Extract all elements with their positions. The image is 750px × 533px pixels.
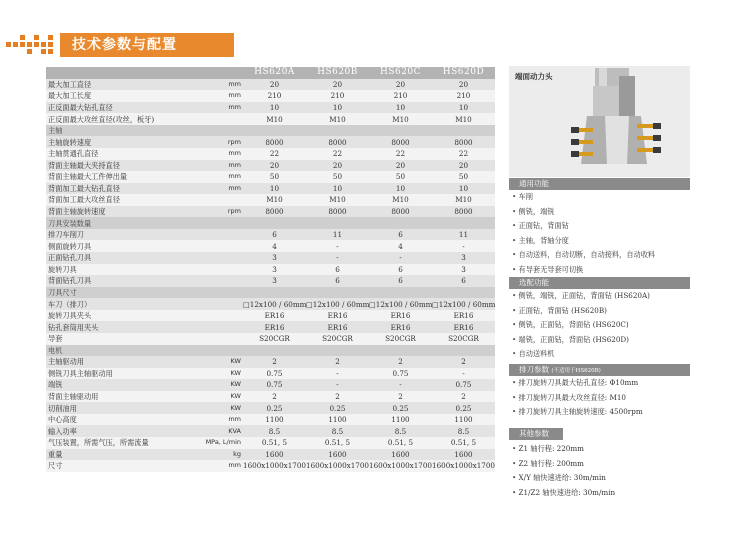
row-label: 端铣	[46, 379, 205, 391]
row-unit: mm	[205, 160, 243, 172]
row-label: 导套	[46, 333, 205, 345]
feature-item: • 排刀旋转刀具主轴旋转速度: 4500rpm	[509, 405, 690, 420]
cell-value: M10	[369, 194, 432, 206]
row-label: 尺寸	[46, 460, 205, 472]
table-section-row	[46, 125, 495, 137]
row-label: 背面主轴最大工件伸出量	[46, 171, 205, 183]
cell-value: S20CGR	[432, 333, 495, 345]
cell-value: ER16	[243, 321, 306, 333]
table-row	[46, 148, 495, 160]
cell-value: 8000	[243, 206, 306, 218]
row-label: 正反面最大钻孔直径	[46, 102, 205, 114]
table-row	[46, 183, 495, 195]
cell-value: 6	[369, 275, 432, 287]
cell-value: 4	[369, 240, 432, 252]
cell-value: 8000	[306, 206, 369, 218]
cell-value: 6	[369, 229, 432, 241]
cell-value: ER16	[306, 321, 369, 333]
feature-item: • 侧铣，正面钻，背面钻 (HS620C)	[509, 318, 690, 333]
row-unit	[205, 113, 243, 125]
row-unit: mm	[205, 90, 243, 102]
orange-dot	[48, 35, 53, 40]
cell-value: ER16	[369, 321, 432, 333]
orange-dot	[27, 42, 32, 47]
row-unit	[205, 310, 243, 322]
row-label: 最大加工长度	[46, 90, 205, 102]
table-row	[46, 449, 495, 461]
table-row	[46, 102, 495, 114]
row-unit	[205, 240, 243, 252]
optional-functions-list	[509, 289, 690, 362]
cell-value: -	[306, 252, 369, 264]
row-label: 背面钻孔刀具	[46, 275, 205, 287]
general-functions-panel	[509, 178, 690, 278]
cell-value: 20	[432, 160, 495, 172]
table-section-row	[46, 345, 495, 357]
table-row	[46, 160, 495, 172]
row-label: 侧面旋转刀具	[46, 240, 205, 252]
cell-value: 8000	[306, 136, 369, 148]
cell-value: 2	[243, 391, 306, 403]
table-row	[46, 368, 495, 380]
cell-value: 10	[243, 183, 306, 195]
cell-value: 20	[369, 160, 432, 172]
row-unit	[205, 264, 243, 276]
orange-dot	[6, 42, 11, 47]
table-row	[46, 437, 495, 449]
row-label: 钻孔套筒用夹头	[46, 321, 205, 333]
row-unit: KW	[205, 391, 243, 403]
cell-value: -	[306, 240, 369, 252]
row-label: 背面加工最大攻丝直径	[46, 194, 205, 206]
table-row	[46, 206, 495, 218]
power-head-image	[509, 66, 690, 177]
feature-item: • 正面钻，背面钻	[509, 219, 690, 234]
cell-value: 2	[432, 356, 495, 368]
feature-item: • 侧铣，端铣	[509, 205, 690, 220]
row-unit: rpm	[205, 136, 243, 148]
cell-value: -	[369, 379, 432, 391]
cell-value: 0.51, 5	[243, 437, 306, 449]
optional-functions-panel	[509, 277, 690, 362]
cell-value: ER16	[243, 310, 306, 322]
table-row	[46, 333, 495, 345]
cell-value: 22	[306, 148, 369, 160]
orange-dot	[48, 49, 53, 54]
row-label: 主轴驱动用	[46, 356, 205, 368]
table-row	[46, 240, 495, 252]
cell-value: 2	[369, 391, 432, 403]
row-unit: KW	[205, 356, 243, 368]
cell-value: 210	[306, 90, 369, 102]
cell-value: 10	[369, 102, 432, 114]
table-row	[46, 252, 495, 264]
cell-value: 0.51, 5	[432, 437, 495, 449]
table-row	[46, 321, 495, 333]
cell-value: 1600	[369, 449, 432, 461]
row-unit: mm	[205, 183, 243, 195]
feature-item: • 自动送料，自动切断，自动接料，自动收料	[509, 248, 690, 263]
row-unit: KW	[205, 402, 243, 414]
row-unit	[205, 298, 243, 310]
gang-params-panel	[509, 364, 690, 420]
cell-value: 50	[306, 171, 369, 183]
cell-value: 0.25	[432, 402, 495, 414]
row-unit	[205, 321, 243, 333]
table-row	[46, 379, 495, 391]
row-label: 背面主轴旋转速度	[46, 206, 205, 218]
row-label: 侧铣刀具主轴驱动用	[46, 368, 205, 380]
feature-item: • 车削	[509, 190, 690, 205]
cell-value: 8000	[243, 136, 306, 148]
cell-value: 20	[243, 160, 306, 172]
cell-value: 10	[306, 183, 369, 195]
spec-table	[46, 67, 495, 472]
row-unit: rpm	[205, 206, 243, 218]
cell-value: 50	[369, 171, 432, 183]
cell-value: 8000	[432, 136, 495, 148]
cell-value: 11	[432, 229, 495, 241]
orange-dot	[34, 35, 39, 40]
section-label: 主轴	[46, 125, 495, 137]
table-row	[46, 402, 495, 414]
general-functions-list	[509, 190, 690, 278]
feature-item: • 正面钻，背面钻 (HS620B)	[509, 304, 690, 319]
cell-value: M10	[432, 113, 495, 125]
cell-value: 4	[243, 240, 306, 252]
row-label: 排刀车削刀	[46, 229, 205, 241]
table-row	[46, 460, 495, 472]
cell-value: 0.25	[369, 402, 432, 414]
cell-value: M10	[243, 113, 306, 125]
table-row	[46, 414, 495, 426]
table-row	[46, 310, 495, 322]
orange-dot	[41, 42, 46, 47]
cell-value: 1600x1000x1700	[306, 461, 369, 471]
cell-value: 0.25	[243, 402, 306, 414]
cell-value: 0.75	[432, 379, 495, 391]
cell-value: -	[369, 252, 432, 264]
cell-value: M10	[243, 194, 306, 206]
cell-value: 6	[306, 275, 369, 287]
row-unit	[205, 333, 243, 345]
table-row	[46, 425, 495, 437]
model-column-header: HS620A	[243, 67, 306, 79]
row-unit: mm	[205, 414, 243, 426]
table-row	[46, 298, 495, 310]
table-row	[46, 391, 495, 403]
gang-params-list	[509, 376, 690, 420]
cell-value: 2	[306, 356, 369, 368]
cell-value: S20CGR	[306, 333, 369, 345]
gang-params-title: 排刀参数	[519, 365, 549, 374]
cell-value: M10	[432, 194, 495, 206]
cell-value: 50	[432, 171, 495, 183]
cell-value: 22	[432, 148, 495, 160]
page-title: 技术参数与配置	[60, 33, 234, 57]
cell-value: 20	[306, 79, 369, 91]
cell-value: 1100	[432, 414, 495, 426]
row-label: 输入功率	[46, 425, 205, 437]
cell-value: ER16	[369, 310, 432, 322]
cell-value: S20CGR	[369, 333, 432, 345]
row-unit: mm	[205, 102, 243, 114]
cell-value: 8000	[369, 136, 432, 148]
cell-value: 1600x1000x1700	[369, 461, 432, 471]
row-unit: mm	[205, 460, 243, 472]
orange-dot	[41, 49, 46, 54]
cell-value: M10	[306, 113, 369, 125]
feature-item: • 自动送料机	[509, 347, 690, 362]
feature-item: • Z2 轴行程: 200mm	[509, 457, 690, 472]
cell-value: 3	[432, 252, 495, 264]
feature-item: • 主轴，背轴分度	[509, 234, 690, 249]
cell-value: □12x100 / 60mm	[369, 299, 432, 309]
row-label: 车刀（排刀）	[46, 298, 205, 310]
row-label: 气压装置，所需气压，所需流量	[46, 437, 205, 449]
row-unit	[205, 252, 243, 264]
table-row	[46, 194, 495, 206]
feature-item: • 端铣，正面钻，背面钻 (HS620D)	[509, 333, 690, 348]
table-section-row	[46, 217, 495, 229]
cell-value: 2	[243, 356, 306, 368]
table-row	[46, 136, 495, 148]
row-label: 背面加工最大钻孔直径	[46, 183, 205, 195]
model-column-header: HS620D	[432, 67, 495, 79]
cell-value: 20	[306, 160, 369, 172]
gang-params-heading	[509, 364, 690, 376]
section-label: 刀具安装数量	[46, 217, 495, 229]
table-section-row	[46, 287, 495, 299]
row-label: 中心高度	[46, 414, 205, 426]
cell-value: 3	[432, 264, 495, 276]
photo-label: 端面动力头	[515, 72, 553, 81]
cell-value: 11	[306, 229, 369, 241]
cell-value: □12x100 / 60mm	[306, 299, 369, 309]
cell-value: □12x100 / 60mm	[243, 299, 306, 309]
cell-value: 8000	[432, 206, 495, 218]
table-header-blank	[46, 67, 243, 79]
product-photo	[509, 66, 690, 177]
cell-value: 2	[432, 391, 495, 403]
cell-value: 3	[243, 275, 306, 287]
table-row	[46, 275, 495, 287]
decorative-dots	[6, 35, 62, 55]
orange-dot	[27, 49, 32, 54]
orange-dot	[48, 42, 53, 47]
cell-value: -	[432, 240, 495, 252]
cell-value: 1600	[243, 449, 306, 461]
cell-value: 2	[369, 356, 432, 368]
cell-value: 210	[369, 90, 432, 102]
general-functions-title: 通用功能	[509, 178, 690, 190]
table-row	[46, 229, 495, 241]
cell-value: 1100	[306, 414, 369, 426]
model-column-header: HS620C	[369, 67, 432, 79]
table-row	[46, 79, 495, 91]
cell-value: 0.75	[243, 379, 306, 391]
cell-value: 20	[432, 79, 495, 91]
cell-value: 10	[432, 102, 495, 114]
cell-value: 0.75	[243, 368, 306, 380]
cell-value: 10	[306, 102, 369, 114]
cell-value: 3	[243, 264, 306, 276]
cell-value: 8.5	[243, 425, 306, 437]
cell-value: 6	[369, 264, 432, 276]
cell-value: ER16	[306, 310, 369, 322]
feature-item: • 排刀旋转刀具最大攻丝直径: M10	[509, 391, 690, 406]
cell-value: 0.51, 5	[306, 437, 369, 449]
feature-item: • 排刀旋转刀具最大钻孔直径: Φ10mm	[509, 376, 690, 391]
cell-value: 0.25	[306, 402, 369, 414]
feature-item: • Z1/Z2 轴快速进给: 30m/min	[509, 486, 690, 501]
row-unit	[205, 194, 243, 206]
cell-value: 1600x1000x1700	[432, 461, 495, 471]
cell-value: 6	[432, 275, 495, 287]
cell-value: 10	[369, 183, 432, 195]
cell-value: 210	[432, 90, 495, 102]
other-params-list	[509, 442, 690, 500]
cell-value: S20CGR	[243, 333, 306, 345]
row-label: 重量	[46, 449, 205, 461]
table-row	[46, 171, 495, 183]
row-unit: kg	[205, 449, 243, 461]
row-label: 旋转刀具夹头	[46, 310, 205, 322]
cell-value: 1600	[432, 449, 495, 461]
gang-params-note: (不适用于HS620B)	[551, 368, 601, 374]
cell-value: 10	[243, 102, 306, 114]
model-column-header: HS620B	[306, 67, 369, 79]
row-label: 最大加工直径	[46, 79, 205, 91]
row-label: 主轴贯通孔直径	[46, 148, 205, 160]
cell-value: -	[432, 368, 495, 380]
orange-dot	[20, 42, 25, 47]
cell-value: 22	[369, 148, 432, 160]
orange-dot	[20, 35, 25, 40]
cell-value: 10	[432, 183, 495, 195]
orange-dot	[13, 42, 18, 47]
cell-value: 6	[306, 264, 369, 276]
cell-value: 8.5	[432, 425, 495, 437]
feature-item: • X/Y 轴快速进给: 30m/min	[509, 471, 690, 486]
cell-value: 0.75	[369, 368, 432, 380]
feature-item: • 侧铣，端铣，正面钻，背面钻 (HS620A)	[509, 289, 690, 304]
row-unit: mm	[205, 171, 243, 183]
cell-value: 3	[243, 252, 306, 264]
row-unit: KW	[205, 368, 243, 380]
table-row	[46, 113, 495, 125]
row-unit	[205, 229, 243, 241]
optional-functions-title: 选配功能	[509, 277, 690, 289]
row-label: 主轴旋转速度	[46, 136, 205, 148]
other-params-title: 其他参数	[509, 428, 563, 440]
cell-value: M10	[369, 113, 432, 125]
cell-value: 1100	[243, 414, 306, 426]
feature-item: • Z1 轴行程: 220mm	[509, 442, 690, 457]
table-row	[46, 90, 495, 102]
row-unit: KW	[205, 379, 243, 391]
cell-value: -	[306, 379, 369, 391]
other-params-panel	[509, 421, 690, 500]
cell-value: 8.5	[369, 425, 432, 437]
cell-value: ER16	[432, 310, 495, 322]
cell-value: M10	[306, 194, 369, 206]
row-label: 正反面最大攻丝直径(攻丝，板牙)	[46, 113, 205, 125]
row-unit: mm	[205, 148, 243, 160]
row-unit: MPa, L/min	[205, 437, 243, 449]
row-label: 正面钻孔刀具	[46, 252, 205, 264]
cell-value: 1600	[306, 449, 369, 461]
cell-value: 1600x1000x1700	[243, 461, 306, 471]
cell-value: ER16	[432, 321, 495, 333]
cell-value: 210	[243, 90, 306, 102]
row-unit: KVA	[205, 425, 243, 437]
cell-value: □12x100 / 60mm	[432, 299, 495, 309]
row-label: 旋转刀具	[46, 264, 205, 276]
row-unit: mm	[205, 79, 243, 91]
cell-value: 8.5	[306, 425, 369, 437]
section-label: 电机	[46, 345, 495, 357]
table-row	[46, 356, 495, 368]
row-label: 切削油用	[46, 402, 205, 414]
table-header-row	[46, 67, 495, 79]
cell-value: 20	[243, 79, 306, 91]
table-row	[46, 264, 495, 276]
cell-value: 50	[243, 171, 306, 183]
row-label: 背面主轴最大夹持直径	[46, 160, 205, 172]
cell-value: 22	[243, 148, 306, 160]
section-label: 刀具尺寸	[46, 287, 495, 299]
cell-value: 2	[306, 391, 369, 403]
cell-value: 6	[243, 229, 306, 241]
cell-value: 8000	[369, 206, 432, 218]
orange-dot	[34, 42, 39, 47]
row-label: 背面主轴驱动用	[46, 391, 205, 403]
cell-value: -	[306, 368, 369, 380]
cell-value: 20	[369, 79, 432, 91]
cell-value: 0.51, 5	[369, 437, 432, 449]
cell-value: 1100	[369, 414, 432, 426]
feature-item: • 有导套无导套可切换	[509, 263, 690, 278]
row-unit	[205, 275, 243, 287]
